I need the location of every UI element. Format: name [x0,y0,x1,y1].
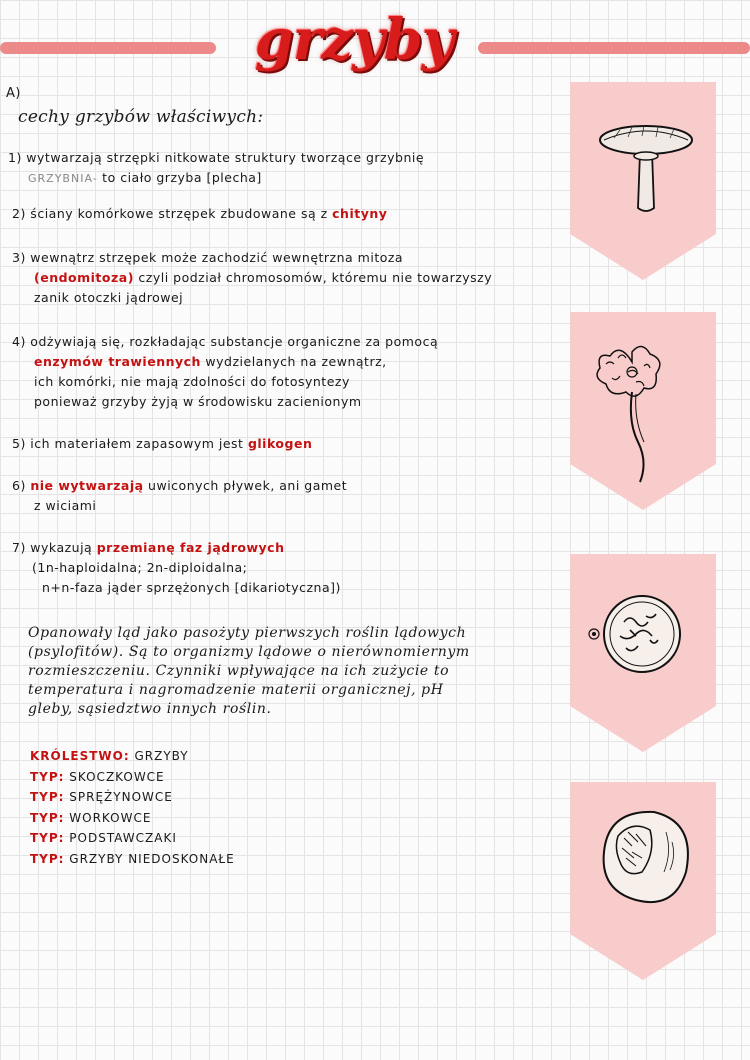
feature-item-line [32,558,247,578]
text-segment: (1n-haploidalna; 2n-diploidalna; [32,560,248,575]
feature-item-line [34,288,183,308]
feature-item-line [12,476,347,496]
classification-row [30,787,235,808]
mycelium-icon [570,312,716,510]
note-line: rozmieszczeniu. Czynniki wpływające na ich zużycie to [28,663,450,679]
note-line: temperatura i nagromadzenie materii organicznej, pH [28,682,444,698]
classification-row [30,808,235,829]
classification-value: SPRĘŻYNOWCE [64,790,173,804]
classification-row [30,849,235,870]
feature-item-line [12,434,312,454]
spore-cell-icon [570,554,716,752]
text-segment: ponieważ grzyby żyją w środowisku zacienionym [34,394,362,409]
feature-item-line [12,204,387,224]
feature-item-line [12,332,438,352]
illustration-panel-1 [570,82,716,280]
title-bar-left [0,42,216,54]
classification-label: KRÓLESTWO: [30,749,130,763]
mushroom-icon [570,82,716,280]
text-segment: 4) odżywiają się, rozkładając substancje organiczne za pomocą [12,334,439,349]
classification-row [30,828,235,849]
text-segment: zanik otoczki jądrowej [34,290,184,305]
text-segment: 7) wykazują [12,540,97,555]
text-segment: GRZYBNIA- [28,172,98,185]
classification-value: GRZYBY NIEDOSKONAŁE [64,851,235,866]
text-segment: 6) [12,478,31,493]
feature-item-line [34,268,492,288]
note-paragraph [28,624,470,719]
classification-value: SKOCZKOWCE [64,769,165,784]
text-segment: 2) ściany komórkowe strzępek zbudowane są z [12,206,333,221]
classification-label: TYP: [30,851,65,866]
highlight-term: przemianę faz jądrowych [96,540,285,555]
classification-value: GRZYBY [129,749,189,763]
feature-item-line [8,148,424,168]
classification-label: TYP: [30,831,65,845]
highlight-term: (endomitoza) [34,270,134,285]
feature-item-line [34,496,96,516]
title-bar-right [478,42,750,54]
classification-value: WORKOWCE [64,810,152,825]
feature-item-line [34,372,350,392]
text-segment: n+n-faza jąder sprzężonych [dikariotyczna]) [42,580,341,595]
highlight-term: glikogen [247,436,313,451]
feature-item-line [34,392,362,412]
classification-label: TYP: [30,810,65,825]
text-segment: czyli podział chromosomów, któremu nie towarzyszy [133,270,493,285]
classification-list [30,746,235,869]
text-segment: uwiconych pływek, ani gamet [143,478,348,493]
illustration-panel-4 [570,782,716,980]
note-line: gleby, sąsiedztwo innych roślin. [28,701,272,717]
feature-item-line [12,248,403,268]
classification-label: TYP: [30,790,65,804]
highlight-term: nie wytwarzają [30,478,144,493]
text-segment: 5) ich materiałem zapasowym jest [12,436,248,451]
note-line: Opanowały ląd jako pasożyty pierwszych roślin lądowych [28,625,467,641]
classification-row [30,746,235,767]
note-line: (psylofitów). Są to organizmy lądowe o nierównomiernym [28,644,470,660]
highlight-term: chityny [332,206,388,221]
illustration-panel-3 [570,554,716,752]
sporangium-icon [570,782,716,980]
feature-item-line [28,168,262,189]
feature-item-line [42,578,341,598]
text-segment: to ciało grzyba [plecha] [97,170,262,185]
text-segment: z wiciami [34,498,97,513]
text-segment: 1) wytwarzają strzępki nitkowate struktury tworzące grzybnię [8,150,425,165]
page-title: grzyby [254,7,454,73]
classification-label: TYP: [30,769,65,784]
classification-value: PODSTAWCZAKI [64,831,177,845]
highlight-term: enzymów trawiennych [34,354,201,369]
illustration-panel-2 [570,312,716,510]
feature-item-line [34,352,387,372]
text-segment: 3) wewnątrz strzępek może zachodzić wewnętrzna mitoza [12,250,404,265]
section-label: A) [6,86,21,101]
section-heading: cechy grzybów właściwych: [18,107,264,127]
text-segment: ich komórki, nie mają zdolności do fotosyntezy [34,374,350,389]
text-segment: wydzielanych na zewnątrz, [200,354,387,369]
feature-item-line [12,538,284,558]
classification-row [30,767,235,788]
